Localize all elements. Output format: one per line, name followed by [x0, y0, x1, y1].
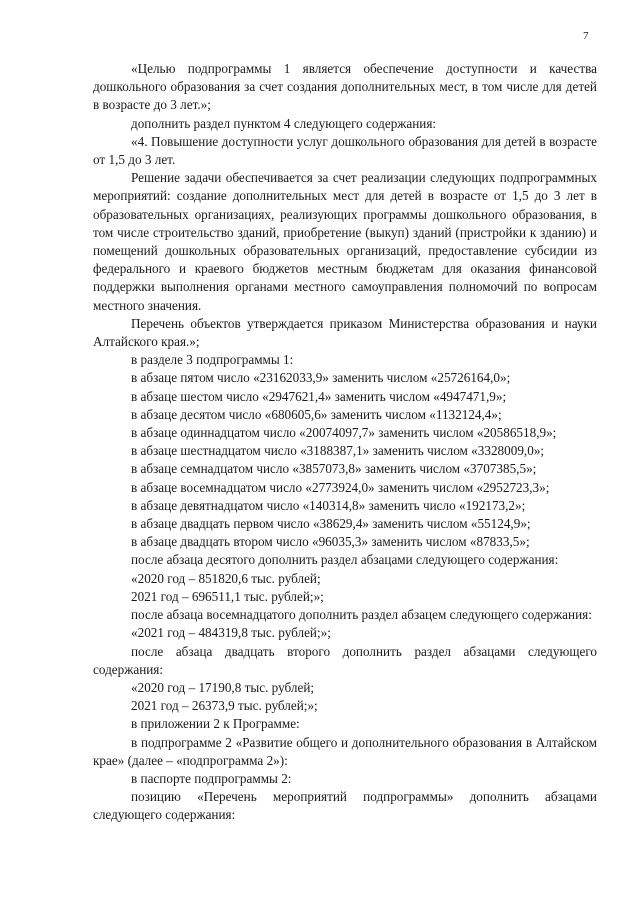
paragraph: «2020 год – 851820,6 тыс. рублей; — [131, 570, 321, 586]
paragraph: 2021 год – 696511,1 тыс. рублей;»; — [131, 588, 324, 604]
paragraph: в абзаце одиннадцатом число «20074097,7» заменить числом «20586518,9»; — [131, 425, 557, 441]
paragraph: в абзаце восемнадцатом число «2773924,0» заменить числом «2952723,3»; — [131, 479, 550, 495]
paragraph: Перечень объектов утверждается приказом Министерства образования и науки Алтайского края.»; — [93, 315, 597, 350]
paragraph: в подпрограмме 2 «Развитие общего и дополнительного образования в Алтайском крае» (далее – «подпрограмма 2»): — [93, 734, 597, 768]
paragraph: «4. Повышение доступности услуг дошкольного образования для детей в возрасте от 1,5 до 3 лет. — [93, 133, 597, 168]
paragraph: в приложении 2 к Программе: — [131, 716, 300, 732]
paragraph: в абзаце семнадцатом число «3857073,8» заменить числом «3707385,5»; — [131, 461, 537, 477]
paragraph: 2021 год – 26373,9 тыс. рублей;»; — [131, 698, 318, 714]
paragraph: в абзаце шестнадцатом число «3188387,1» заменить числом «3328009,0»; — [131, 443, 545, 459]
page-number: 7 — [583, 30, 589, 42]
paragraph: в абзаце шестом число «2947621,4» заменить числом «4947471,9»; — [131, 388, 507, 404]
paragraph: Решение задачи обеспечивается за счет реализации следующих подпрограммных мероприятий: создание дополнительных мест для детей в возрасте от 1,5 до 3 лет в образовательных организациях, реализующих программы дошкольного образования, в том числе строительство зданий, приобретение (выкуп) зданий (пристройки к зданию) и помещений дошкольных образовательных организаций, предоставление субсидии из федерального и краевого бюджетов местным бюджетам для оказания финансовой поддержки выполнения органами местного самоуправления полномочий по вопросам местного значения. — [93, 170, 597, 313]
paragraph: «Целью подпрограммы 1 является обеспечение доступности и качества дошкольного образования за счет создания дополнительных мест, в том числе для детей в возрасте до 3 лет.»; — [93, 61, 597, 113]
paragraph: в абзаце двадцать первом число «38629,4» заменить числом «55124,9»; — [131, 516, 531, 532]
paragraph: в паспорте подпрограммы 2: — [131, 770, 292, 786]
paragraph: «2021 год – 484319,8 тыс. рублей;»; — [131, 625, 331, 641]
paragraph: в абзаце пятом число «23162033,9» заменить числом «25726164,0»; — [131, 370, 511, 386]
paragraph: после абзаца двадцать второго дополнить раздел абзацами следующего содержания: — [93, 643, 597, 677]
paragraph: после абзаца восемнадцатого дополнить раздел абзацем следующего содержания: — [131, 607, 592, 623]
paragraph: позицию «Перечень мероприятий подпрограммы» дополнить абзацами следующего содержания: — [93, 789, 597, 823]
paragraph: в абзаце девятнадцатом число «140314,8» заменить число «192173,2»; — [131, 497, 526, 513]
document-body — [93, 60, 597, 825]
paragraph: в абзаце двадцать втором число «96035,3» заменить числом «87833,5»; — [131, 534, 530, 550]
paragraph: после абзаца десятого дополнить раздел абзацами следующего содержания: — [131, 552, 559, 568]
paragraph: дополнить раздел пунктом 4 следующего содержания: — [131, 115, 437, 131]
paragraph: в разделе 3 подпрограммы 1: — [131, 352, 294, 368]
paragraph: «2020 год – 17190,8 тыс. рублей; — [131, 679, 315, 695]
paragraph: в абзаце десятом число «680605,6» заменить числом «1132124,4»; — [131, 406, 502, 422]
